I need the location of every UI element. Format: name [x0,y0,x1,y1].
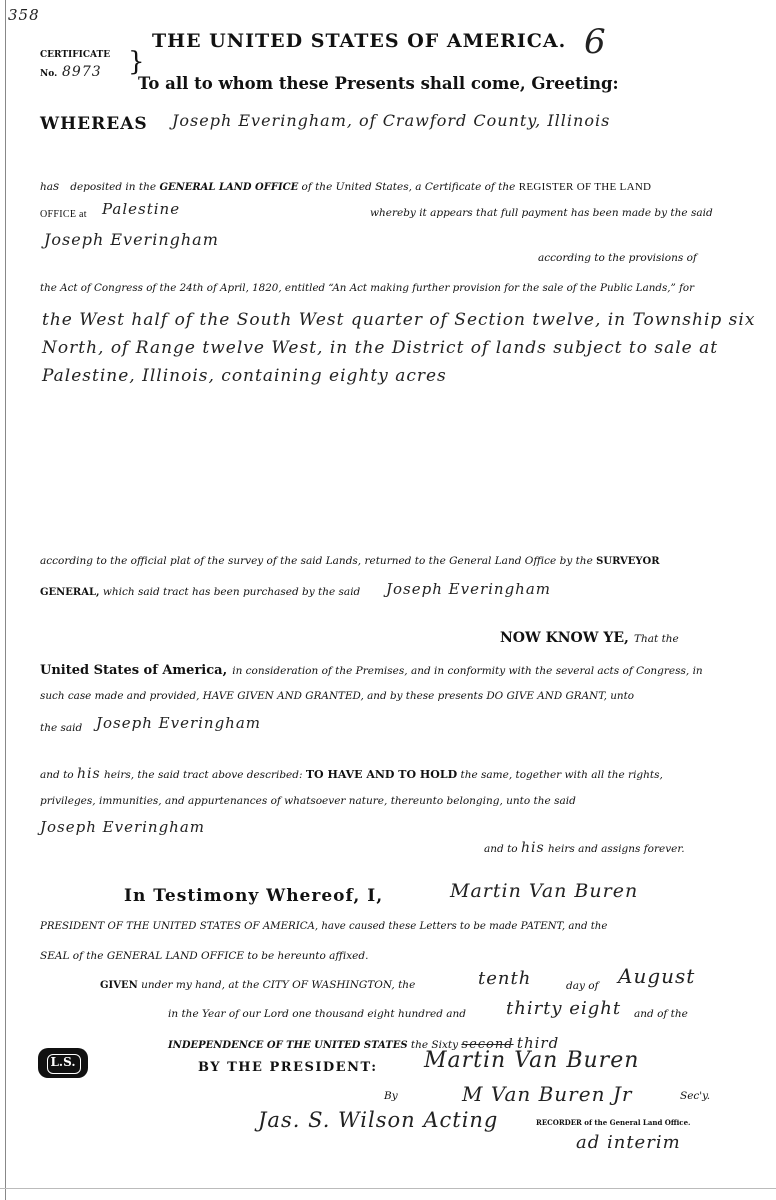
whereby-text: whereby it appears that full payment has been made by the said [370,207,713,219]
and-of-the: and of the [634,1008,688,1020]
land-description-3: Palestine, Illinois, containing eighty acres [42,366,447,386]
act-of-congress-line: the Act of Congress of the 24th of April, 1820, entitled “An Act making further provision for the sale of the Public Lands,” for [40,282,695,294]
year-line: in the Year of our Lord one thousand eight hundred and [168,1008,467,1020]
struck-ordinal: second [461,1037,514,1052]
usa-label: United States of America, [40,663,228,678]
has-line [40,179,651,193]
secretary-signature: M Van Buren Jr [462,1082,633,1106]
document-title: THE UNITED STATES OF AMERICA. [152,30,567,52]
independence-label: INDEPENDENCE OF THE UNITED STATES [168,1040,408,1051]
page-edge [0,0,6,1200]
deposited-text: deposited in the [70,181,157,193]
privileges-line: privileges, immunities, and appurtenances of whatsoever nature, thereunto belonging, unto the said [40,795,576,807]
heirs-assigns-line: and to his heirs and assigns forever. [484,840,685,856]
certificate-label: CERTIFICATE [40,50,111,60]
certificate-brace: } [128,47,145,77]
land-description-1: the West half of the South West quarter of Section twelve, in Township six [42,310,756,330]
heirs-his: his [76,766,101,782]
the-said-label: the said [40,722,83,734]
corner-mark: 6 [584,22,607,62]
payer-name: Joseph Everingham [44,230,219,249]
now-know-ye: NOW KNOW YE, [500,630,629,646]
heirs-his-2: his [520,840,545,856]
by-the-president: BY THE PRESIDENT: [198,1060,378,1075]
general-label: GENERAL, [40,587,100,598]
seal-label: L.S. [50,1055,76,1069]
such-case-line: such case made and provided, HAVE GIVEN AND GRANTED, and by these presents DO GIVE AND GRANT, unto [40,690,635,702]
greeting: To all to whom these Presents shall come, Greeting: [138,74,619,93]
certificate-no-label: No. [40,69,58,79]
register-text: REGISTER OF THE LAND [518,181,652,193]
given-line: GIVEN under my hand, at the CITY OF WASHINGTON, the [100,979,416,991]
whereas-label: WHEREAS [40,114,148,134]
general-land-office: GENERAL LAND OFFICE [159,182,299,193]
ad-interim: ad interim [576,1132,681,1153]
habendum-line: and to his heirs, the said tract above described: TO HAVE AND TO HOLD the same, together with all the rights, [40,766,663,782]
land-office-place: Palestine [102,200,181,218]
by-label: By [384,1090,398,1102]
day-of-text: day of [566,980,599,992]
surveyor-label: SURVEYOR [596,556,660,567]
given-year: thirty eight [506,998,622,1019]
consideration-line: United States of America, in consideration of the Premises, and in conformity with the several acts of Congress, in [40,663,703,678]
that-the: That the [633,633,679,645]
recorder-signature: Jas. S. Wilson Acting [258,1108,499,1132]
purchaser-name: Joseph Everingham [386,580,552,598]
given-month: August [618,964,696,988]
grantee-name-2: Joseph Everingham [40,818,206,836]
given-label: GIVEN [100,980,138,991]
has-prefix: ha [40,181,54,193]
to-have-and-to-hold: TO HAVE AND TO HOLD [305,768,458,781]
given-day: tenth [478,968,532,989]
office-at-label: OFFICE at [40,209,87,220]
grantee-name: Joseph Everingham [96,714,262,732]
purchased-line: GENERAL, which said tract has been purchased by the said [40,586,361,598]
official-plat-line: according to the official plat of the survey of the said Lands, returned to the General Land Office by the SURVEYOR [40,555,660,567]
margin-note: 358 [8,6,40,24]
seal [38,1048,88,1078]
page-bottom-edge [0,1188,776,1189]
of-us-cert: of the United States, a Certificate of the [301,181,516,193]
secretary-label: Sec'y. [680,1090,711,1102]
testimony-heading: In Testimony Whereof, I, [124,886,384,906]
testimony-line-1: PRESIDENT OF THE UNITED STATES OF AMERICA, have caused these Letters to be made PATENT, and the [40,921,608,932]
independence-ordinal: third [516,1034,560,1052]
independence-line: INDEPENDENCE OF THE UNITED STATES the Sixty second third [168,1034,560,1052]
patentee-name: Joseph Everingham, of Crawford County, Illinois [172,111,611,130]
land-description-2: North, of Range twelve West, in the District of lands subject to sale at [42,338,719,358]
recorder-label: RECORDER of the General Land Office. [536,1118,691,1127]
now-know-line [500,627,679,646]
has-suffix: s [53,179,61,193]
testimony-line-2: SEAL of the GENERAL LAND OFFICE to be hereunto affixed. [40,950,369,962]
president-signature-2: Martin Van Buren [424,1048,640,1073]
president-signature-1: Martin Van Buren [450,880,639,902]
certificate-number: 8973 [62,64,102,80]
according-text: according to the provisions of [538,252,697,264]
